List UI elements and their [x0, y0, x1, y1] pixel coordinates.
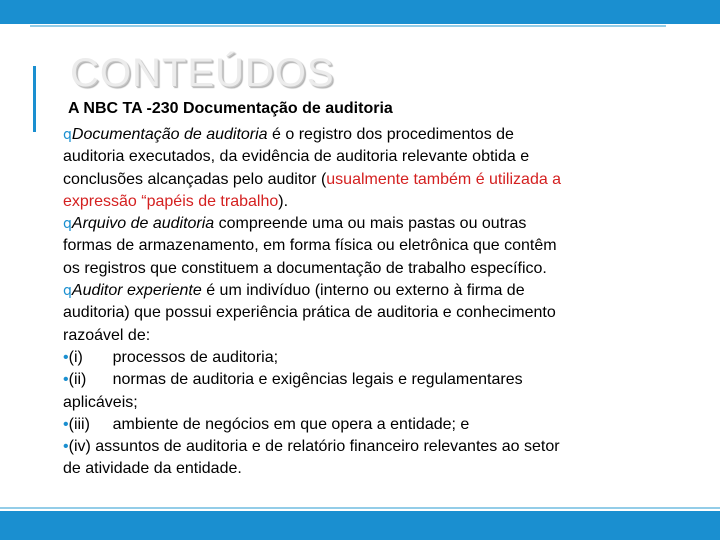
term-documentacao: Documentação de auditoria: [71, 126, 268, 143]
list-item-number: (iii): [68, 415, 90, 433]
title-accent-bar: [33, 66, 36, 132]
highlight-text-2: expressão “papéis de trabalho: [63, 192, 279, 210]
paragraph-1-text-3a: conclusões alcançadas pelo auditor (: [63, 170, 327, 188]
paragraph-2-text-1: compreende uma ou mais pastas ou outras: [214, 215, 527, 233]
paragraph-2-line-2: formas de armazenamento, em forma física ou eletrônica que contêm: [63, 237, 557, 255]
paragraph-2-line-3: os registros que constituem a documentação de trabalho específico.: [63, 259, 547, 277]
square-bullet-icon: q: [63, 127, 72, 143]
paragraph-1-line-2: auditoria executados, da evidência de auditoria relevante obtida e: [63, 148, 530, 166]
list-item-iv: [63, 436, 683, 458]
paragraph-3-line-3: razoável de:: [63, 326, 151, 344]
slide-title: CONTEÚDOS: [70, 51, 335, 95]
square-bullet-icon: q: [63, 216, 72, 233]
paragraph-3-text-1: é um indivíduo (interno ou externo à firma de: [201, 282, 525, 300]
paragraph-1-line-1: [63, 124, 683, 146]
list-item-number: (i): [68, 348, 83, 366]
bottom-divider: [0, 507, 720, 509]
dot-bullet-icon: •: [63, 438, 69, 456]
list-item-i: [63, 347, 683, 369]
list-item-text: processos de auditoria;: [112, 348, 279, 366]
term-auditor: Auditor experiente: [71, 282, 202, 300]
list-item-number: (iv): [68, 438, 91, 456]
paragraph-1-text-1: é o registro dos procedimentos de: [267, 126, 514, 143]
list-item-iv-continuation: de atividade da entidade.: [63, 460, 242, 478]
term-arquivo: Arquivo de auditoria: [71, 215, 215, 233]
paragraph-1-text-4b: ).: [278, 192, 289, 210]
paragraph-1-line-3: [63, 169, 683, 191]
list-item-ii: [63, 369, 683, 391]
bottom-banner: [0, 511, 720, 540]
list-item-ii-continuation: aplicáveis;: [63, 393, 138, 411]
slide-body: [63, 124, 683, 481]
list-item-text: assuntos de auditoria e de relatório financeiro relevantes ao setor: [90, 438, 560, 456]
paragraph-2-line-1: [63, 213, 683, 235]
list-item-iii: [63, 414, 683, 436]
list-item-text: normas de auditoria e exigências legais e regulamentares: [112, 371, 523, 389]
top-divider: [30, 25, 666, 27]
dot-bullet-icon: •: [63, 348, 69, 366]
square-bullet-icon: q: [63, 283, 72, 300]
list-item-number: (ii): [68, 371, 87, 389]
dot-bullet-icon: •: [63, 415, 69, 433]
paragraph-3-line-2: auditoria) que possui experiência prática de auditoria e conhecimento: [63, 304, 556, 322]
top-banner: [0, 0, 720, 24]
paragraph-3-line-1: [63, 280, 683, 302]
dot-bullet-icon: •: [63, 371, 69, 389]
paragraph-1-line-4: [63, 191, 683, 213]
slide-subtitle: A NBC TA -230 Documentação de auditoria: [68, 100, 393, 117]
list-item-text: ambiente de negócios em que opera a entidade; e: [112, 415, 470, 433]
highlight-text-1: usualmente também é utilizada a: [326, 170, 562, 188]
